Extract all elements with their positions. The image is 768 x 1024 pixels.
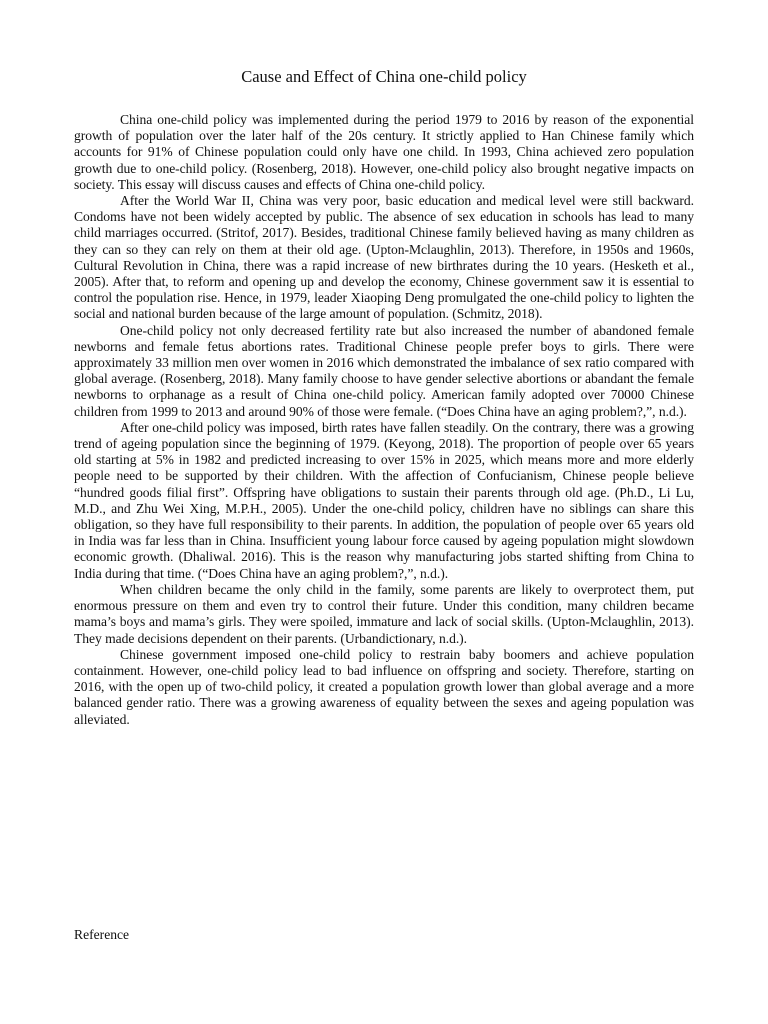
document-title: Cause and Effect of China one-child policy: [241, 67, 527, 86]
paragraph-only-child: When children became the only child in the family, some parents are likely to overprotect them, put enormous pressure on them and even try to control their future. Under this condition, many children became mama’s boys and mama’s girls. They were spoiled, immature and lack of social skills. (Upton-Mclaughlin, 2013). They made decisions dependent on their parents. (Urbandictionary, n.d.).: [74, 581, 694, 646]
reference-heading: Reference: [74, 927, 130, 942]
document-body: [74, 66, 694, 728]
paragraph-ageing-population: After one-child policy was imposed, birth rates have fallen steadily. On the contrary, there was a growing trend of ageing population since the beginning of 1979. (Keyong, 2018). The proportion of people over 65 years old starting at 5% in 1982 and predicted increasing to over 15% in 2025, which means more and more elderly people need to be supported by their children. With the affection of Confucianism, Chinese people believe “hundred goods filial first”. Offspring have obligations to sustain their parents through old age. (Ph.D., Li Lu, M.D., and Zhu Wei Xing, M.P.H., 2005). Under the one-child policy, children have no siblings can share this obligation, so they have full responsibility to their parents. In addition, the population of people over 65 years old in India was far less than in China. Insufficient young labour force caused by ageing population might slowdown economic growth. (Dhaliwal. 2016). This is the reason why manufacturing jobs started shifting from China to India during that time. (“Does China have an aging problem?,”, n.d.).: [74, 419, 694, 581]
paragraph-conclusion: Chinese government imposed one-child policy to restrain baby boomers and achieve population containment. However, one-child policy lead to bad influence on offspring and society. Therefore, starting on 2016, with the open up of two-child policy, it created a population growth lower than global average and a more balanced gender ratio. There was a growing awareness of equality between the sexes and ageing population was alleviated.: [74, 646, 694, 727]
paragraph-introduction: China one-child policy was implemented during the period 1979 to 2016 by reason of the exponential growth of population over the later half of the 20s century. It strictly applied to Han Chinese family which accounts for 91% of Chinese population could only have one child. In 1993, China achieved zero population growth due to one-child policy. (Rosenberg, 2018). However, one-child policy also brought negative impacts on society. This essay will discuss causes and effects of China one-child policy.: [74, 112, 694, 192]
paragraph-causes: After the World War II, China was very poor, basic education and medical level were still backward. Condoms have not been widely accepted by public. The absence of sex education in schools has lead to many child marriages occurred. (Stritof, 2017). Besides, traditional Chinese family believed having as many children as they can so they can rely on them at their old age. (Upton-Mclaughlin, 2013). Therefore, in 1950s and 1960s, Cultural Revolution in China, there was a rapid increase of new birthrates during the 10 years. (Hesketh et al., 2005). After that, to reform and opening up and develop the economy, Chinese government saw it is essential to control the population rise. Hence, in 1979, leader Xiaoping Deng promulgated the one-child policy to lighten the social and national burden because of the large amount of population. (Schmitz, 2018).: [74, 193, 694, 322]
paragraph-gender-imbalance: One-child policy not only decreased fertility rate but also increased the number of abandoned female newborns and female fetus abortions rates. Traditional Chinese people prefer boys to girls. There were approximately 33 million men over women in 2016 which demonstrated the imbalance of sex ratio compared with global average. (Rosenberg, 2018). Many family choose to have gender selective abortions or abandant the female newborns to orphanage as a result of China one-child policy. American family adopted over 70000 Chinese children from 1999 to 2013 and around 90% of those were female. (“Does China have an aging problem?,”, n.d.).: [74, 322, 694, 419]
